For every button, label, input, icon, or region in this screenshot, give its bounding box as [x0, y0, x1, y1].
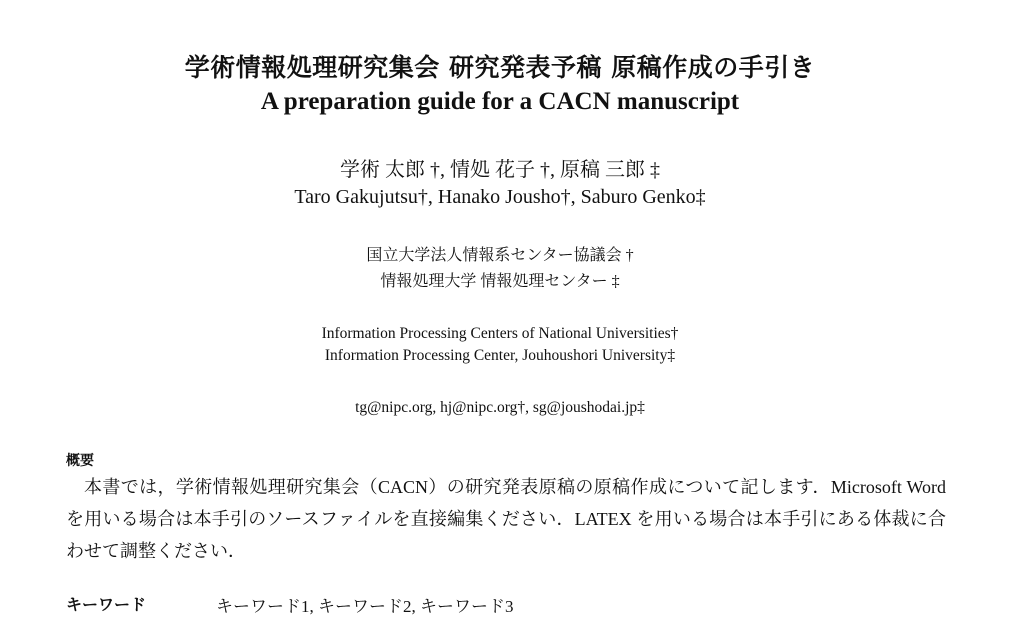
abstract-body: 本書では，学術情報処理研究集会（CACN）の研究発表原稿の原稿作成について記します．Microsoft Word を用いる場合は本手引のソースファイルを直接編集ください．LATEX を用いる場合は本手引にある体裁に合わせて調整ください．: [66, 477, 946, 561]
authors-japanese: 学術 太郎 †, 情処 花子 †, 原稿 三郎 ‡: [340, 159, 660, 181]
affiliation-english-1: Information Processing Centers of National Universities†: [321, 325, 679, 342]
author-emails: tg@nipc.org, hj@nipc.org†, sg@joushodai.jp‡: [355, 399, 645, 416]
abstract-heading: 概要: [66, 453, 94, 469]
keywords-values: キーワード1, キーワード2, キーワード3: [216, 597, 514, 616]
title-japanese: 学術情報処理研究集会 研究発表予稿 原稿作成の手引き: [184, 53, 816, 82]
affiliation-japanese-2: 情報処理大学 情報処理センター ‡: [380, 273, 620, 290]
title-english: A preparation guide for a CACN manuscript: [260, 88, 740, 115]
affiliation-english-2: Information Processing Center, Jouhoushori University‡: [324, 347, 676, 364]
affiliation-japanese-1: 国立大学法人情報系センター協議会 †: [366, 247, 634, 264]
authors-english: Taro Gakujutsu†, Hanako Jousho†, Saburo Genko‡: [294, 186, 706, 208]
keywords-label: キーワード: [66, 595, 147, 614]
